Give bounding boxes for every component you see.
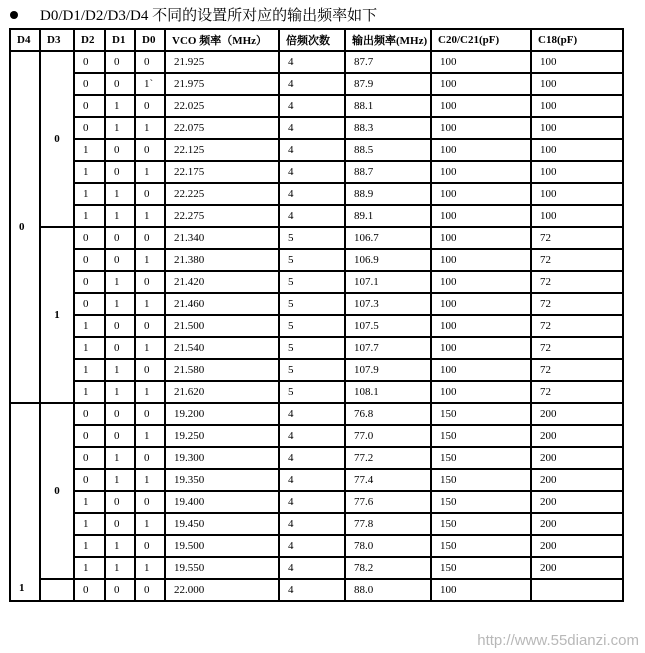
- c20-c21-cell: 100: [431, 117, 531, 139]
- d1-cell: 1: [105, 293, 135, 315]
- d1-cell: 0: [105, 73, 135, 95]
- multiplier-cell: 4: [279, 117, 345, 139]
- vco-frequency-cell: 21.580: [165, 359, 279, 381]
- col-header-c20-c21: C20/C21(pF): [431, 29, 531, 51]
- c18-cell: 200: [531, 403, 623, 425]
- multiplier-cell: 4: [279, 139, 345, 161]
- multiplier-cell: 5: [279, 315, 345, 337]
- vco-frequency-cell: 22.225: [165, 183, 279, 205]
- output-frequency-cell: 77.6: [345, 491, 431, 513]
- d1-cell: 0: [105, 491, 135, 513]
- output-frequency-cell: 107.1: [345, 271, 431, 293]
- c18-cell: 72: [531, 337, 623, 359]
- table-row: [10, 337, 623, 359]
- output-frequency-cell: 87.9: [345, 73, 431, 95]
- d2-cell: 1: [74, 557, 105, 579]
- table-row: [10, 183, 623, 205]
- c18-cell: 200: [531, 447, 623, 469]
- table-row: [10, 139, 623, 161]
- d0-cell: 0: [135, 227, 165, 249]
- c18-cell: 72: [531, 315, 623, 337]
- output-frequency-cell: 88.3: [345, 117, 431, 139]
- vco-frequency-cell: 19.250: [165, 425, 279, 447]
- d1-cell: 1: [105, 557, 135, 579]
- d1-cell: 1: [105, 469, 135, 491]
- d1-cell: 1: [105, 381, 135, 403]
- d1-cell: 0: [105, 579, 135, 601]
- c20-c21-cell: 100: [431, 95, 531, 117]
- output-frequency-cell: 77.2: [345, 447, 431, 469]
- c20-c21-cell: 150: [431, 403, 531, 425]
- d2-cell: 0: [74, 95, 105, 117]
- c20-c21-cell: 100: [431, 73, 531, 95]
- vco-frequency-cell: 21.460: [165, 293, 279, 315]
- vco-frequency-cell: 21.620: [165, 381, 279, 403]
- output-frequency-cell: 88.5: [345, 139, 431, 161]
- d1-cell: 1: [105, 117, 135, 139]
- d2-cell: 1: [74, 491, 105, 513]
- output-frequency-cell: 107.7: [345, 337, 431, 359]
- col-header-output: 输出频率(MHz): [345, 29, 431, 51]
- d0-cell: 1: [135, 117, 165, 139]
- table-row: [10, 359, 623, 381]
- d1-cell: 1: [105, 95, 135, 117]
- table-row: [10, 469, 623, 491]
- multiplier-cell: 4: [279, 469, 345, 491]
- d0-cell: 0: [135, 579, 165, 601]
- vco-frequency-cell: 21.540: [165, 337, 279, 359]
- multiplier-cell: 4: [279, 73, 345, 95]
- c18-cell: 72: [531, 227, 623, 249]
- vco-frequency-cell: 21.925: [165, 51, 279, 73]
- output-frequency-cell: 77.0: [345, 425, 431, 447]
- multiplier-cell: 5: [279, 249, 345, 271]
- col-header-d3: D3: [40, 29, 74, 51]
- vco-frequency-cell: 22.000: [165, 579, 279, 601]
- vco-frequency-cell: 22.075: [165, 117, 279, 139]
- c18-cell: 200: [531, 557, 623, 579]
- col-header-d2: D2: [74, 29, 105, 51]
- d0-cell: 1: [135, 205, 165, 227]
- c20-c21-cell: 150: [431, 535, 531, 557]
- table-row: [10, 249, 623, 271]
- d0-cell: 0: [135, 139, 165, 161]
- multiplier-cell: 4: [279, 579, 345, 601]
- vco-frequency-cell: 21.500: [165, 315, 279, 337]
- table-row: [10, 579, 623, 601]
- output-frequency-cell: 107.9: [345, 359, 431, 381]
- c18-cell: 100: [531, 161, 623, 183]
- c20-c21-cell: 100: [431, 293, 531, 315]
- multiplier-cell: 4: [279, 205, 345, 227]
- multiplier-cell: 4: [279, 425, 345, 447]
- table-row: [10, 73, 623, 95]
- multiplier-cell: 4: [279, 447, 345, 469]
- vco-frequency-cell: 22.125: [165, 139, 279, 161]
- vco-frequency-cell: 22.275: [165, 205, 279, 227]
- table-row: [10, 381, 623, 403]
- vco-frequency-cell: 21.420: [165, 271, 279, 293]
- col-header-d1: D1: [105, 29, 135, 51]
- d2-cell: 1: [74, 315, 105, 337]
- d0-cell: 1: [135, 249, 165, 271]
- c20-c21-cell: 100: [431, 51, 531, 73]
- output-frequency-cell: 77.4: [345, 469, 431, 491]
- table-row: [10, 117, 623, 139]
- vco-frequency-cell: 21.975: [165, 73, 279, 95]
- c18-cell: 200: [531, 535, 623, 557]
- c20-c21-cell: 150: [431, 491, 531, 513]
- table-row: [10, 447, 623, 469]
- c18-cell: 100: [531, 139, 623, 161]
- d1-cell: 0: [105, 513, 135, 535]
- d0-cell: 0: [135, 535, 165, 557]
- d2-cell: 1: [74, 381, 105, 403]
- col-header-d4: D4: [10, 29, 40, 51]
- d0-cell: 1: [135, 337, 165, 359]
- heading-text: D0/D1/D2/D3/D4 不同的设置所对应的输出频率如下: [40, 8, 378, 24]
- d0-cell: 1`: [135, 73, 165, 95]
- table-row: [10, 51, 623, 73]
- d2-cell: 0: [74, 425, 105, 447]
- multiplier-cell: 4: [279, 557, 345, 579]
- table-row: [10, 491, 623, 513]
- d1-cell: 0: [105, 337, 135, 359]
- d2-cell: 1: [74, 205, 105, 227]
- c18-cell: 72: [531, 271, 623, 293]
- c18-cell: 200: [531, 425, 623, 447]
- d2-cell: 0: [74, 293, 105, 315]
- output-frequency-cell: 106.7: [345, 227, 431, 249]
- d4-group-cell: 0: [10, 51, 40, 403]
- vco-frequency-cell: 19.300: [165, 447, 279, 469]
- d2-cell: 1: [74, 139, 105, 161]
- d0-cell: 1: [135, 161, 165, 183]
- output-frequency-cell: 88.9: [345, 183, 431, 205]
- d2-cell: 0: [74, 403, 105, 425]
- vco-frequency-cell: 19.450: [165, 513, 279, 535]
- table-row: [10, 95, 623, 117]
- c20-c21-cell: 100: [431, 249, 531, 271]
- c20-c21-cell: 100: [431, 381, 531, 403]
- c20-c21-cell: 150: [431, 513, 531, 535]
- multiplier-cell: 4: [279, 491, 345, 513]
- multiplier-cell: 4: [279, 95, 345, 117]
- d0-cell: 0: [135, 359, 165, 381]
- c20-c21-cell: 150: [431, 557, 531, 579]
- table-row: [10, 513, 623, 535]
- c18-cell: 72: [531, 359, 623, 381]
- d0-cell: 0: [135, 271, 165, 293]
- d0-cell: 1: [135, 469, 165, 491]
- d0-cell: 0: [135, 403, 165, 425]
- output-frequency-cell: 89.1: [345, 205, 431, 227]
- col-header-d0: D0: [135, 29, 165, 51]
- heading: [10, 6, 377, 26]
- table-row: [10, 293, 623, 315]
- d1-cell: 0: [105, 51, 135, 73]
- c18-cell: 100: [531, 73, 623, 95]
- multiplier-cell: 4: [279, 183, 345, 205]
- c18-cell: 72: [531, 249, 623, 271]
- output-frequency-cell: 88.1: [345, 95, 431, 117]
- output-frequency-cell: 76.8: [345, 403, 431, 425]
- d2-cell: 1: [74, 513, 105, 535]
- c18-cell: 100: [531, 183, 623, 205]
- d0-cell: 1: [135, 381, 165, 403]
- output-frequency-cell: 106.9: [345, 249, 431, 271]
- d1-cell: 1: [105, 359, 135, 381]
- multiplier-cell: 4: [279, 403, 345, 425]
- multiplier-cell: 4: [279, 535, 345, 557]
- d3-group-cell: 0: [40, 51, 74, 227]
- header-row: [10, 29, 623, 51]
- c20-c21-cell: 100: [431, 183, 531, 205]
- d2-cell: 1: [74, 535, 105, 557]
- c18-cell: 100: [531, 205, 623, 227]
- d0-cell: 0: [135, 95, 165, 117]
- vco-frequency-cell: 19.350: [165, 469, 279, 491]
- d1-cell: 0: [105, 227, 135, 249]
- table-row: [10, 403, 623, 425]
- c20-c21-cell: 100: [431, 359, 531, 381]
- d1-cell: 1: [105, 271, 135, 293]
- vco-frequency-cell: 21.380: [165, 249, 279, 271]
- c18-cell: 72: [531, 381, 623, 403]
- d2-cell: 0: [74, 249, 105, 271]
- c20-c21-cell: 100: [431, 205, 531, 227]
- watermark: http://www.55dianzi.com: [477, 632, 639, 649]
- d2-cell: 0: [74, 51, 105, 73]
- d0-cell: 0: [135, 315, 165, 337]
- c20-c21-cell: 100: [431, 139, 531, 161]
- c18-cell: 72: [531, 293, 623, 315]
- d2-cell: 0: [74, 271, 105, 293]
- table-row: [10, 271, 623, 293]
- output-frequency-cell: 78.2: [345, 557, 431, 579]
- d2-cell: 1: [74, 359, 105, 381]
- c20-c21-cell: 100: [431, 579, 531, 601]
- c20-c21-cell: 100: [431, 271, 531, 293]
- vco-frequency-cell: 19.550: [165, 557, 279, 579]
- bullet-icon: [10, 11, 18, 19]
- multiplier-cell: 4: [279, 51, 345, 73]
- col-header-vco: VCO 频率（MHz）: [165, 29, 279, 51]
- c18-cell: [531, 579, 623, 601]
- d4-group-cell: 1: [10, 403, 40, 601]
- table-body: [10, 51, 623, 601]
- d2-cell: 1: [74, 337, 105, 359]
- d2-cell: 1: [74, 183, 105, 205]
- vco-frequency-cell: 22.175: [165, 161, 279, 183]
- table-row: [10, 315, 623, 337]
- d2-cell: 0: [74, 117, 105, 139]
- multiplier-cell: 5: [279, 381, 345, 403]
- table-row: [10, 227, 623, 249]
- c18-cell: 100: [531, 117, 623, 139]
- c20-c21-cell: 100: [431, 315, 531, 337]
- d1-cell: 0: [105, 315, 135, 337]
- output-frequency-cell: 108.1: [345, 381, 431, 403]
- multiplier-cell: 5: [279, 337, 345, 359]
- col-header-multiplier: 倍频次数: [279, 29, 345, 51]
- d0-cell: 1: [135, 557, 165, 579]
- output-frequency-cell: 87.7: [345, 51, 431, 73]
- multiplier-cell: 4: [279, 513, 345, 535]
- c20-c21-cell: 150: [431, 425, 531, 447]
- d1-cell: 1: [105, 535, 135, 557]
- c20-c21-cell: 150: [431, 447, 531, 469]
- d1-cell: 1: [105, 205, 135, 227]
- d0-cell: 1: [135, 293, 165, 315]
- d1-cell: 1: [105, 183, 135, 205]
- c20-c21-cell: 100: [431, 337, 531, 359]
- vco-frequency-cell: 19.200: [165, 403, 279, 425]
- c18-cell: 200: [531, 469, 623, 491]
- d2-cell: 1: [74, 161, 105, 183]
- output-frequency-cell: 88.0: [345, 579, 431, 601]
- d2-cell: 0: [74, 227, 105, 249]
- d1-cell: 0: [105, 161, 135, 183]
- d1-cell: 0: [105, 139, 135, 161]
- d3-group-cell: 0: [40, 403, 74, 579]
- table-row: [10, 161, 623, 183]
- d1-cell: 0: [105, 249, 135, 271]
- col-header-c18: C18(pF): [531, 29, 623, 51]
- output-frequency-cell: 77.8: [345, 513, 431, 535]
- d2-cell: 0: [74, 579, 105, 601]
- table-row: [10, 535, 623, 557]
- d3-group-cell: [40, 579, 74, 601]
- vco-frequency-cell: 19.400: [165, 491, 279, 513]
- d0-cell: 1: [135, 425, 165, 447]
- multiplier-cell: 5: [279, 271, 345, 293]
- d1-cell: 0: [105, 403, 135, 425]
- frequency-table: [9, 28, 624, 602]
- multiplier-cell: 5: [279, 359, 345, 381]
- d0-cell: 0: [135, 491, 165, 513]
- table-row: [10, 557, 623, 579]
- d0-cell: 0: [135, 183, 165, 205]
- vco-frequency-cell: 19.500: [165, 535, 279, 557]
- multiplier-cell: 5: [279, 293, 345, 315]
- c18-cell: 200: [531, 513, 623, 535]
- d2-cell: 0: [74, 447, 105, 469]
- c18-cell: 200: [531, 491, 623, 513]
- c18-cell: 100: [531, 95, 623, 117]
- output-frequency-cell: 107.5: [345, 315, 431, 337]
- d0-cell: 0: [135, 51, 165, 73]
- output-frequency-cell: 78.0: [345, 535, 431, 557]
- d1-cell: 0: [105, 425, 135, 447]
- c18-cell: 100: [531, 51, 623, 73]
- d2-cell: 0: [74, 469, 105, 491]
- d1-cell: 1: [105, 447, 135, 469]
- d0-cell: 0: [135, 447, 165, 469]
- c20-c21-cell: 150: [431, 469, 531, 491]
- c20-c21-cell: 100: [431, 227, 531, 249]
- output-frequency-cell: 88.7: [345, 161, 431, 183]
- d0-cell: 1: [135, 513, 165, 535]
- multiplier-cell: 5: [279, 227, 345, 249]
- vco-frequency-cell: 21.340: [165, 227, 279, 249]
- table-row: [10, 425, 623, 447]
- multiplier-cell: 4: [279, 161, 345, 183]
- vco-frequency-cell: 22.025: [165, 95, 279, 117]
- d2-cell: 0: [74, 73, 105, 95]
- c20-c21-cell: 100: [431, 161, 531, 183]
- output-frequency-cell: 107.3: [345, 293, 431, 315]
- d3-group-cell: 1: [40, 227, 74, 403]
- table-row: [10, 205, 623, 227]
